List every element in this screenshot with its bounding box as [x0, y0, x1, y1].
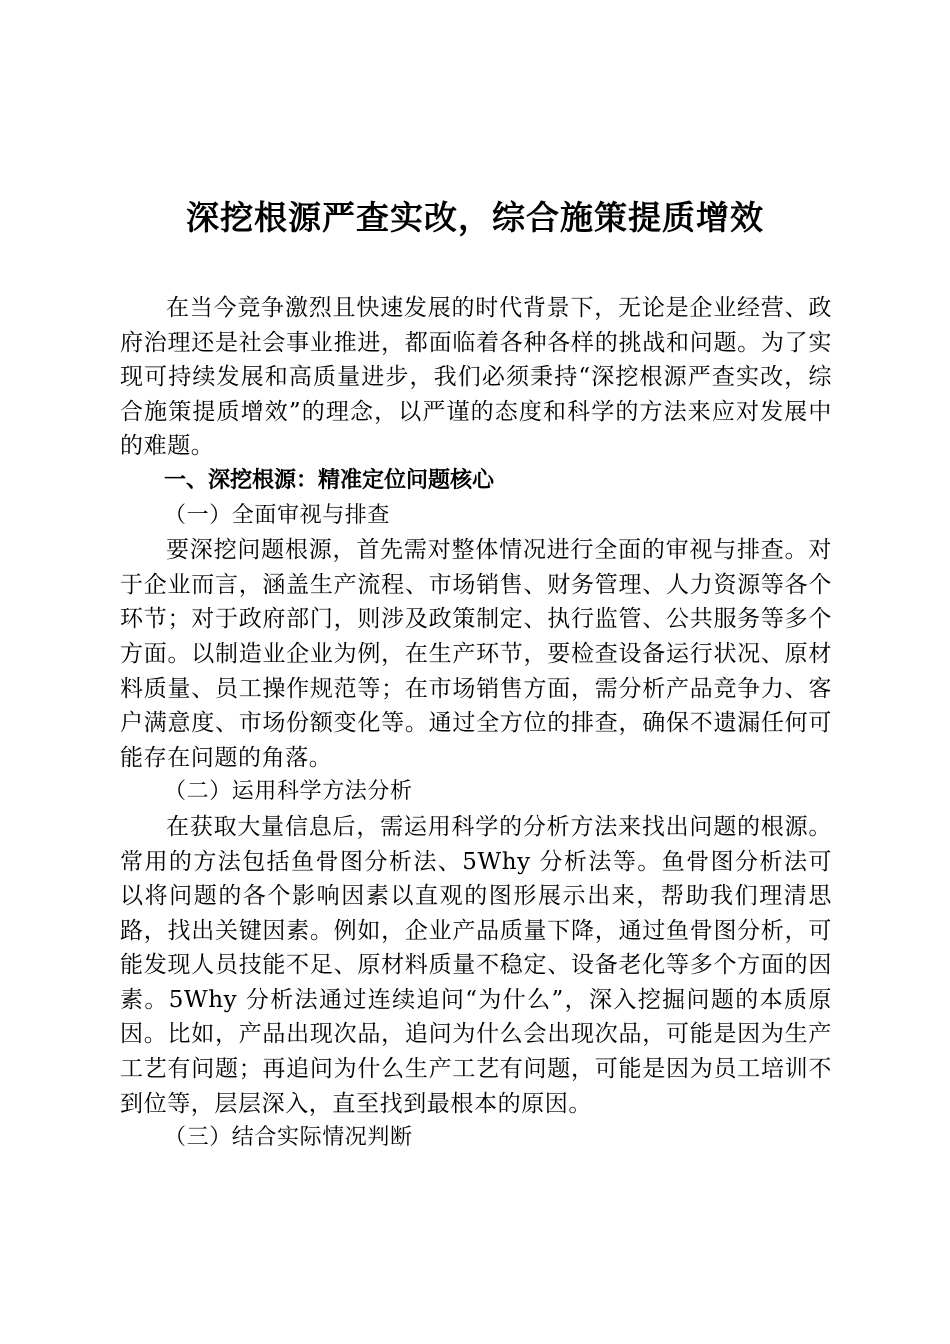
subsection-1-paragraph: 要深挖问题根源，首先需对整体情况进行全面的审视与排查。对于企业而言，涵盖生产流程、市场销售、财务管理、人力资源等各个环节；对于政府部门，则涉及政策制定、执行监管、公共服务等多个方面。以制造业企业为例，在生产环节，要检查设备运行状况、原材料质量、员工操作规范等；在市场销售方面，需分析产品竞争力、客户满意度、市场份额变化等。通过全方位的排查，确保不遗漏任何可能存在问题的角落。: [120, 537, 832, 771]
intro-paragraph: 在当今竞争激烈且快速发展的时代背景下，无论是企业经营、政府治理还是社会事业推进，都面临着各种各样的挑战和问题。为了实现可持续发展和高质量进步，我们必须秉持“深挖根源严查实改，综合施策提质增效”的理念，以严谨的态度和科学的方法来应对发展中的难题。: [120, 295, 832, 460]
document-title: 深挖根源严查实改，综合施策提质增效: [186, 198, 764, 237]
document-body: [120, 291, 832, 1156]
subsection-2-heading: （二）运用科学方法分析: [164, 779, 413, 805]
section-1-heading: 一、深挖根源：精准定位问题核心: [164, 467, 495, 493]
subsection-3-heading: （三）结合实际情况判断: [164, 1125, 413, 1151]
subsection-1-heading: （一）全面审视与排查: [164, 502, 391, 528]
subsection-2-paragraph: 在获取大量信息后，需运用科学的分析方法来找出问题的根源。常用的方法包括鱼骨图分析法、5Why 分析法等。鱼骨图分析法可以将问题的各个影响因素以直观的图形展示出来，帮助我们理清思路，找出关键因素。例如，企业产品质量下降，通过鱼骨图分析，可能发现人员技能不足、原材料质量不稳定、设备老化等多个方面的因素。5Why 分析法通过连续追问“为什么”，深入挖掘问题的本质原因。比如，产品出现次品，追问为什么会出现次品，可能是因为生产工艺有问题；再追问为什么生产工艺有问题，可能是因为员工培训不到位等，层层深入，直至找到最根本的原因。: [120, 813, 832, 1117]
